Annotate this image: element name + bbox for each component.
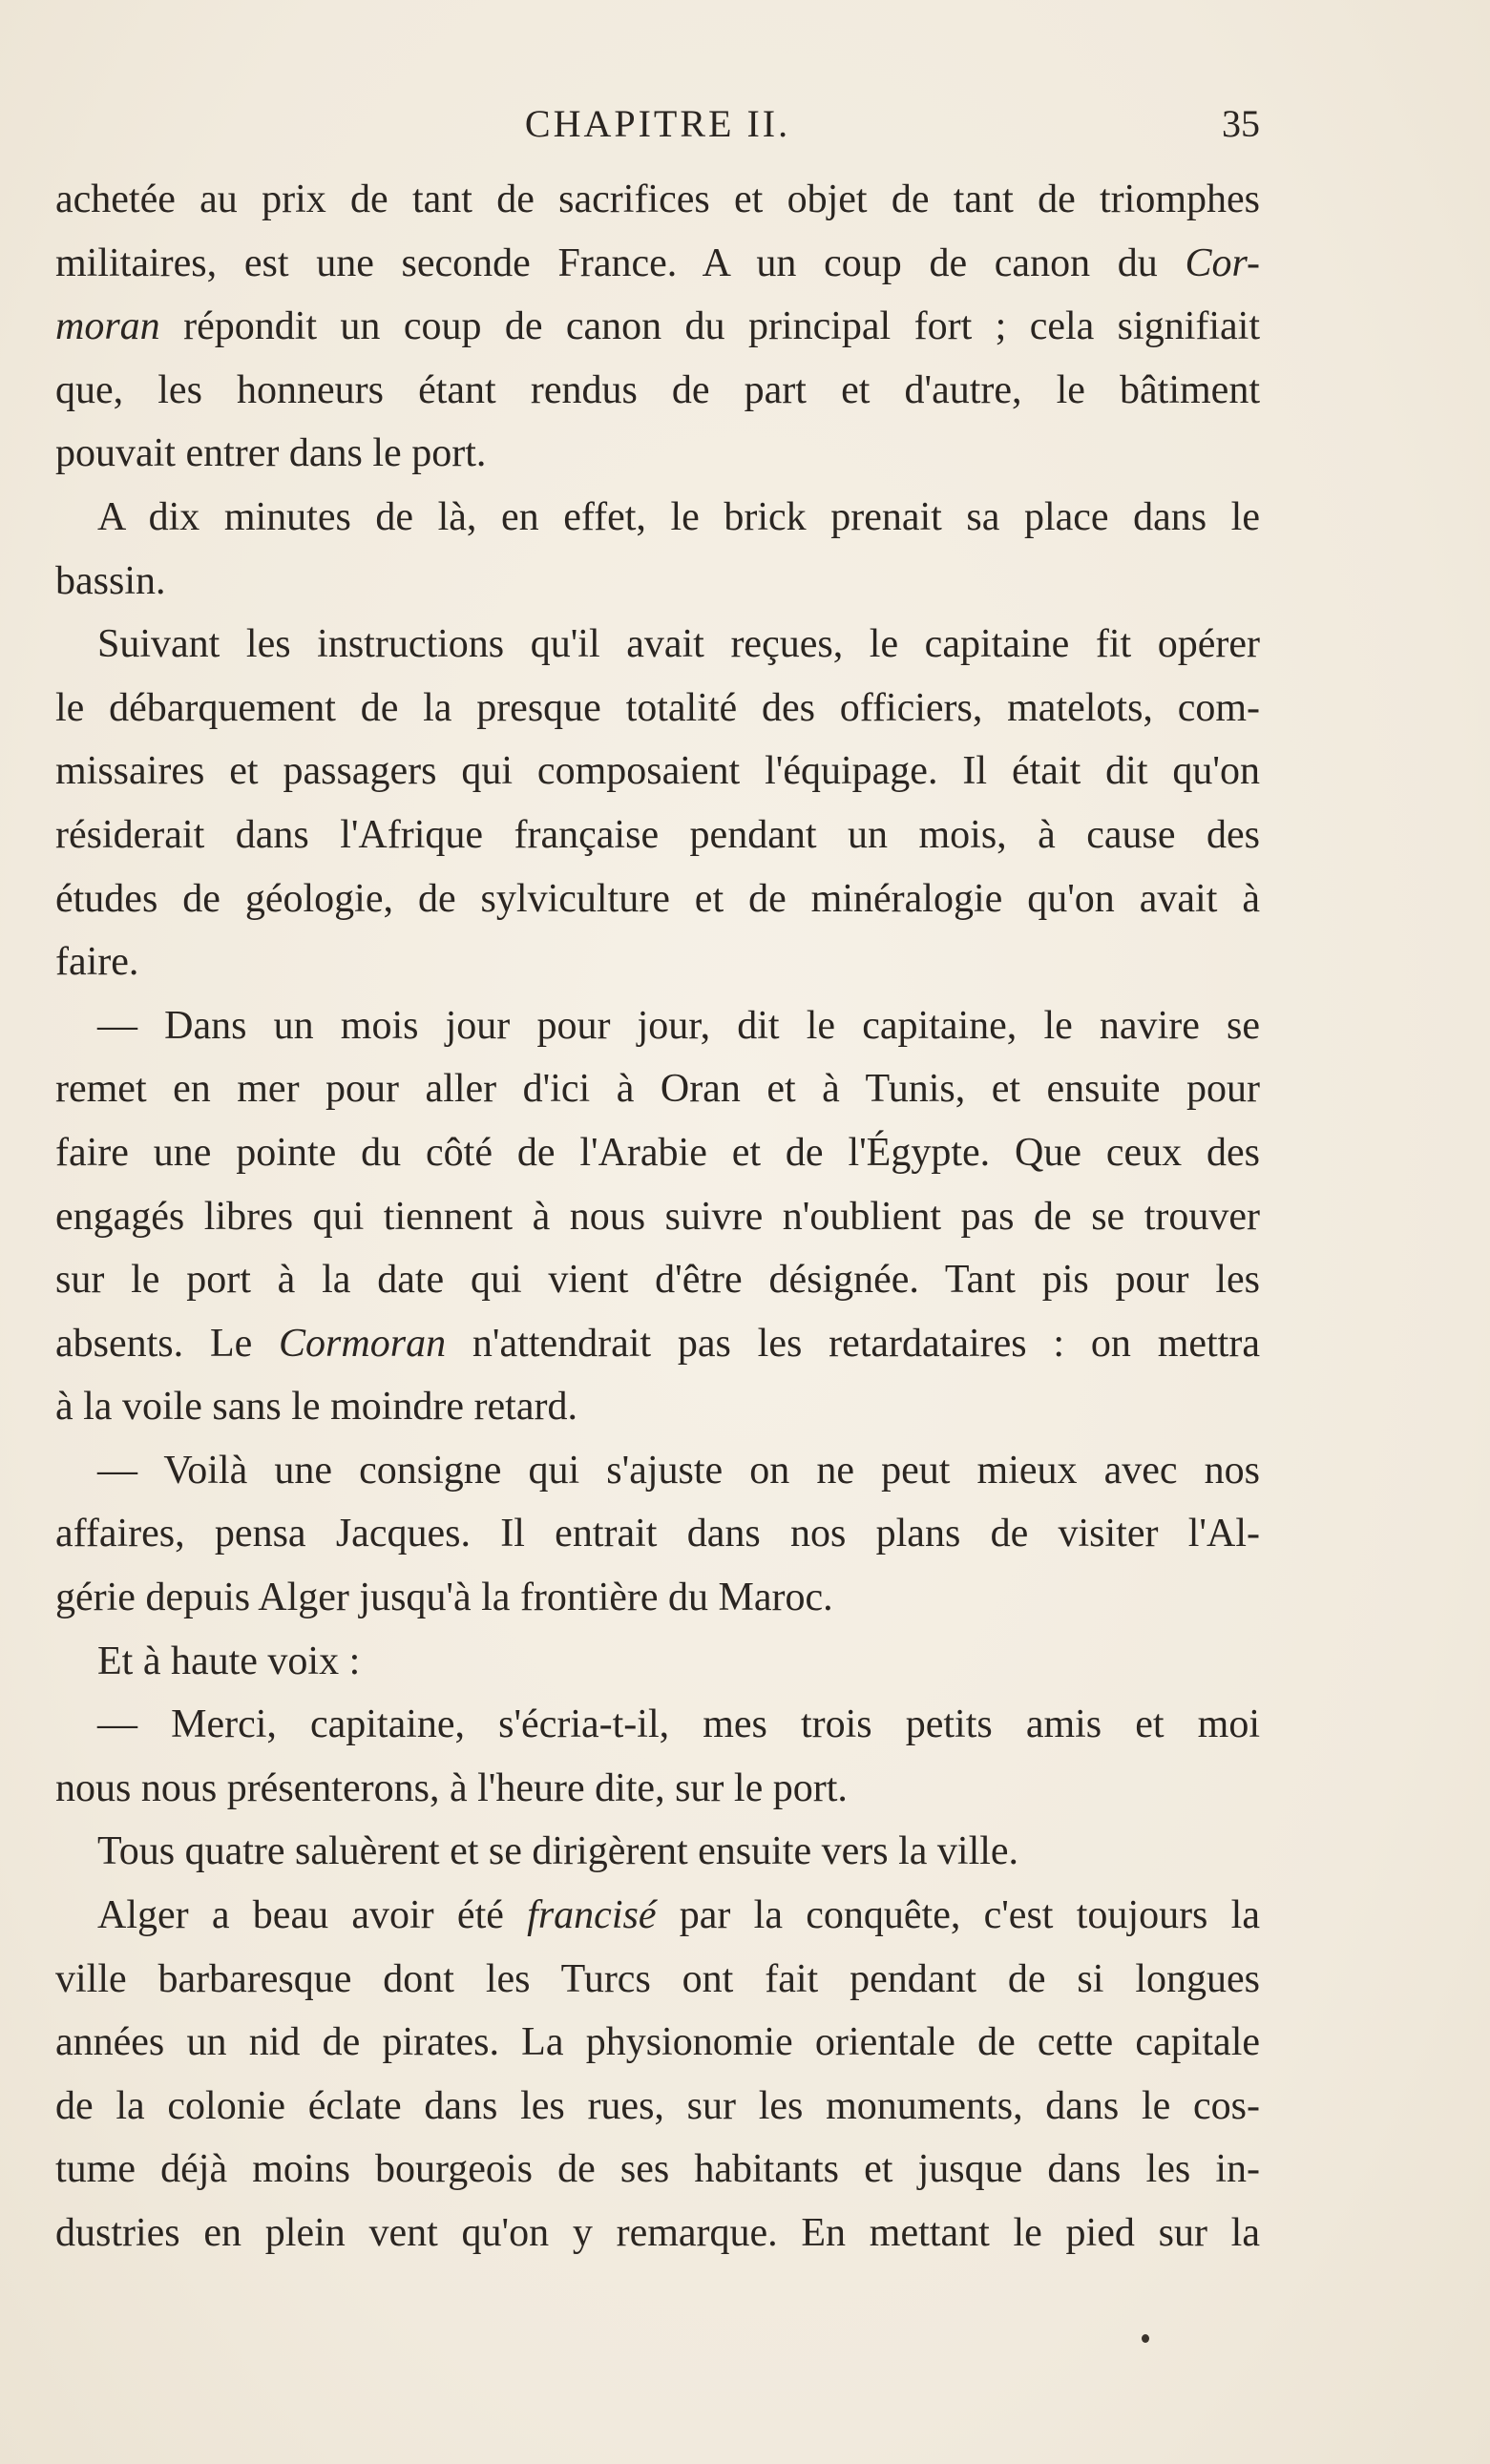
text-line — [55, 740, 1260, 804]
text-line — [55, 1439, 1260, 1503]
text-segment: engagés libres qui tiennent à nous suivre n'oublient pas de se trouver — [55, 1194, 1260, 1239]
text-segment: sur le port à la date qui vient d'être désignée. Tant pis pour les — [55, 1258, 1260, 1303]
text-line — [55, 994, 1260, 1058]
text-segment: Alger a beau avoir été — [97, 1893, 528, 1938]
text-line — [55, 1057, 1260, 1121]
text-line — [55, 2138, 1260, 2202]
text-segment: études de géologie, de sylviculture et de minéralogie qu'on avait à — [55, 876, 1260, 921]
text-segment: — Dans un mois jour pour jour, dit le capitaine, le navire se — [97, 1003, 1260, 1048]
text-segment: pouvait entrer dans le port. — [55, 431, 487, 476]
text-line — [55, 359, 1260, 423]
text-segment: Suivant les instructions qu'il avait reçues, le capitaine fit opérer — [97, 622, 1260, 667]
text-line — [55, 1757, 1260, 1821]
text-line — [55, 1884, 1260, 1948]
text-segment: que, les honneurs étant rendus de part et d'autre, le bâtiment — [55, 367, 1260, 412]
text-segment: remet en mer pour aller d'ici à Oran et à Tunis, et ensuite pour — [55, 1067, 1260, 1112]
text-line — [55, 422, 1260, 486]
text-segment: nous nous présenterons, à l'heure dite, sur le port. — [55, 1765, 848, 1810]
text-line — [55, 295, 1260, 359]
italic-text: Cor- — [1185, 240, 1260, 285]
text-segment: de la colonie éclate dans les rues, sur les monuments, dans le cos- — [55, 2083, 1260, 2128]
text-segment: achetée au prix de tant de sacrifices et objet de tant de triomphes — [55, 177, 1260, 221]
text-line — [55, 1312, 1260, 1376]
text-segment: gérie depuis Alger jusqu'à la frontière du Maroc. — [55, 1576, 833, 1620]
text-segment: missaires et passagers qui composaient l'équipage. Il était dit qu'on — [55, 749, 1260, 794]
text-line — [55, 1248, 1260, 1312]
text-segment: résiderait dans l'Afrique française pendant un mois, à cause des — [55, 812, 1260, 857]
text-line — [55, 1566, 1260, 1630]
italic-text: Cormoran — [279, 1321, 447, 1366]
page-header — [55, 95, 1260, 162]
text-segment: à la voile sans le moindre retard. — [55, 1385, 577, 1430]
text-line — [55, 2075, 1260, 2139]
italic-text: moran — [55, 304, 160, 349]
text-line — [55, 2011, 1260, 2075]
text-segment: le débarquement de la presque totalité des officiers, matelots, com- — [55, 685, 1260, 730]
ink-speck — [1142, 2334, 1149, 2343]
text-line — [55, 550, 1260, 614]
text-line — [55, 1693, 1260, 1757]
text-line — [55, 677, 1260, 741]
text-segment: ville barbaresque dont les Turcs ont fait pendant de si longues — [55, 1956, 1260, 2001]
text-line — [55, 1820, 1260, 1884]
text-line — [55, 613, 1260, 677]
text-line — [55, 1630, 1260, 1694]
text-line — [55, 232, 1260, 296]
text-line — [55, 930, 1260, 994]
text-line — [55, 1121, 1260, 1185]
text-segment: faire une pointe du côté de l'Arabie et de l'Égypte. Que ceux des — [55, 1130, 1260, 1175]
text-segment: absents. Le — [55, 1321, 280, 1366]
text-segment: années un nid de pirates. La physionomie orientale de cette capitale — [55, 2020, 1260, 2065]
text-line — [55, 1375, 1260, 1439]
text-segment: n'attendrait pas les retardataires : on mettra — [446, 1321, 1260, 1366]
text-segment: par la conquête, c'est toujours la — [656, 1893, 1260, 1938]
text-segment: tume déjà moins bourgeois de ses habitants et jusque dans les in- — [55, 2147, 1260, 2192]
text-line — [55, 1948, 1260, 2012]
text-segment: Et à haute voix : — [97, 1639, 361, 1683]
page-number: 35 — [1222, 102, 1260, 145]
text-line — [55, 1185, 1260, 1249]
text-line — [55, 486, 1260, 550]
text-segment: A dix minutes de là, en effet, le brick prenait sa place dans le — [97, 494, 1260, 539]
text-line — [55, 1502, 1260, 1566]
text-segment: — Merci, capitaine, s'écria-t-il, mes trois petits amis et moi — [97, 1702, 1260, 1747]
text-line — [55, 804, 1260, 867]
text-segment: répondit un coup de canon du principal fort ; cela signifiait — [159, 304, 1260, 349]
text-segment: Tous quatre saluèrent et se dirigèrent ensuite vers la ville. — [97, 1829, 1019, 1874]
text-segment: faire. — [55, 940, 139, 985]
text-segment: dustries en plein vent qu'on y remarque. En mettant le pied sur la — [55, 2211, 1260, 2255]
text-line — [55, 2202, 1260, 2266]
text-segment: militaires, est une seconde France. A un coup de canon du — [55, 240, 1186, 285]
text-segment: — Voilà une consigne qui s'ajuste on ne peut mieux avec nos — [97, 1448, 1260, 1493]
text-line — [55, 867, 1260, 931]
running-head: CHAPITRE II. — [524, 102, 791, 145]
body-text — [55, 168, 1260, 2266]
text-segment: bassin. — [55, 558, 166, 603]
text-line — [55, 168, 1260, 232]
italic-text: francisé — [527, 1893, 657, 1938]
text-segment: affaires, pensa Jacques. Il entrait dans nos plans de visiter l'Al- — [55, 1512, 1260, 1556]
